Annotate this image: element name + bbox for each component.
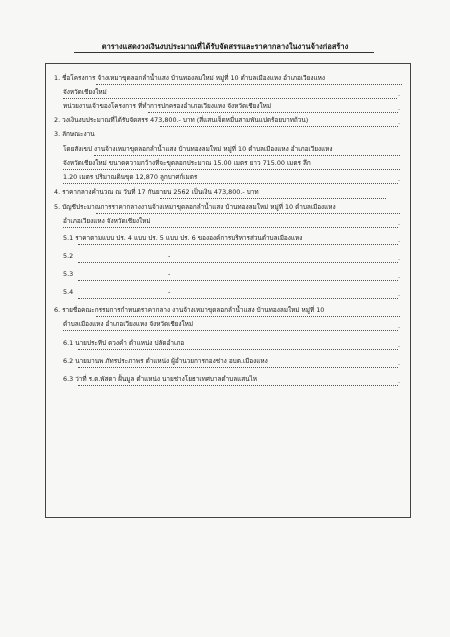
- item-5-1: 5.1 ราคาตามแบบ ปร. 4 แบบ ปร. 5 แบบ ปร. 6 ขององค์การบริหารส่วนตำบลเมืองแหง: [63, 234, 303, 242]
- item-1-owner-agency: หน่วยงานเจ้าของโครงการ ที่ทำการปกครองอำเภอเวียงแหง จังหวัดเชียงใหม่: [63, 102, 272, 110]
- item-5-2: 5.2: [63, 252, 74, 260]
- item-1-province: จังหวัดเชียงใหม่: [63, 88, 107, 96]
- line-end-mark: .: [398, 254, 401, 262]
- line-end-mark: .: [398, 322, 401, 330]
- dotted-line: [160, 126, 398, 127]
- line-end-mark: .: [398, 175, 401, 183]
- dotted-line: [63, 227, 398, 228]
- item-5-4: 5.4: [63, 288, 74, 296]
- dotted-line: [96, 316, 400, 317]
- content-frame: [45, 63, 411, 518]
- committee-member-1: 6.1 นายประทีป ดวงคำ ตำแหน่ง ปลัดอำเภอ: [63, 339, 185, 347]
- dotted-line: [78, 349, 398, 350]
- item-3-summary-line-3: 1.20 เมตร ปริมาณดินขุด 12,870 ลูกบาศก์เมตร: [63, 173, 198, 181]
- dotted-line: [94, 155, 400, 156]
- empty-value-dash: -: [168, 252, 171, 260]
- dotted-line: [63, 98, 397, 99]
- line-end-mark: .: [398, 341, 401, 349]
- line-end-mark: .: [398, 290, 401, 298]
- line-end-mark: .: [398, 219, 401, 227]
- line-end-mark: .: [398, 359, 401, 367]
- item-3-work-type: 3. ลักษณะงาน: [54, 130, 95, 138]
- dotted-line: [78, 367, 398, 368]
- line-end-mark: .: [398, 236, 401, 244]
- dotted-line: [148, 112, 398, 113]
- dotted-line: [78, 280, 398, 281]
- committee-member-2: 6.2 นายมานพ ภัทรประภาพร ตำแหน่ง ผู้อำนวยการกองช่าง อบต.เมืองแหง: [63, 357, 268, 365]
- line-end-mark: .: [398, 104, 401, 112]
- title-underline: [74, 52, 374, 53]
- empty-value-dash: -: [168, 288, 171, 296]
- item-5-3: 5.3: [63, 270, 74, 278]
- dotted-line: [78, 385, 398, 386]
- line-end-mark: .: [398, 272, 401, 280]
- item-6-committee: 6. รายชื่อคณะกรรมการกำหนดราคากลาง งานจ้างเหมาขุดลอกลำน้ำแสง บ้านทองลมใหม่ หมู่ที่ 10: [54, 306, 325, 314]
- dotted-line: [78, 244, 398, 245]
- dotted-line: [78, 262, 398, 263]
- item-2-budget: 2. วงเงินงบประมาณที่ได้รับจัดสรร 473,800.- บาท (สี่แสนเจ็ดหมื่นสามพันแปดร้อยบาทถ้วน): [54, 116, 309, 124]
- document-title: ตารางแสดงวงเงินงบประมาณที่ได้รับจัดสรรและราคากลางในงานจ้างก่อสร้าง: [101, 42, 349, 51]
- line-end-mark: .: [398, 377, 401, 385]
- item-3-summary-line-1: โดยสังเขป งานจ้างเหมาขุดลอกลำน้ำแสง บ้านทองลมใหม่ หมู่ที่ 10 ตำบลเมืองแหง อำเภอเวียงแหง: [63, 145, 333, 153]
- dotted-line: [63, 330, 398, 331]
- item-6-district: ตำบลเมืองแหง อำเภอเวียงแหง จังหวัดเชียงใหม่: [63, 320, 194, 328]
- dotted-line: [96, 84, 402, 85]
- dotted-line: [63, 169, 400, 170]
- empty-value-dash: -: [168, 270, 171, 278]
- dotted-line: [96, 213, 400, 214]
- line-end-mark: .: [398, 118, 401, 126]
- item-5-district: อำเภอเวียงแหง จังหวัดเชียงใหม่: [63, 217, 151, 225]
- dotted-line: [63, 183, 398, 184]
- item-1-project-name: 1. ชื่อโครงการ จ้างเหมาขุดลอกลำน้ำแสง บ้านทองลมใหม่ หมู่ที่ 10 ตำบลเมืองแหง อำเภอเวียงแหง: [54, 74, 325, 82]
- dotted-line: [78, 298, 398, 299]
- dotted-line: [160, 198, 386, 199]
- item-4-reference-price: 4. ราคากลางคำนวณ ณ วันที่ 17 กันยายน 2562 เป็นเงิน 473,800.- บาท: [54, 188, 259, 196]
- line-end-mark: .: [398, 90, 401, 98]
- item-3-summary-line-2: จังหวัดเชียงใหม่ ขนาดความกว้างที่จะขุดลอกประมาณ 15.00 เมตร ยาว 715.00 เมตร ลึก: [63, 159, 311, 167]
- committee-member-3: 6.3 ว่าที่ ร.ต.พัสดา ฝั้นมูล ตำแหน่ง นายช่างโยธาเทศบาลตำบลแสนไห: [63, 375, 257, 383]
- item-5-estimate-list: 5. บัญชีประมาณการราคากลางงานจ้างเหมาขุดลอกลำน้ำแสง บ้านทองลมใหม่ หมู่ที่ 10 ตำบลเมืองแหง: [54, 203, 336, 211]
